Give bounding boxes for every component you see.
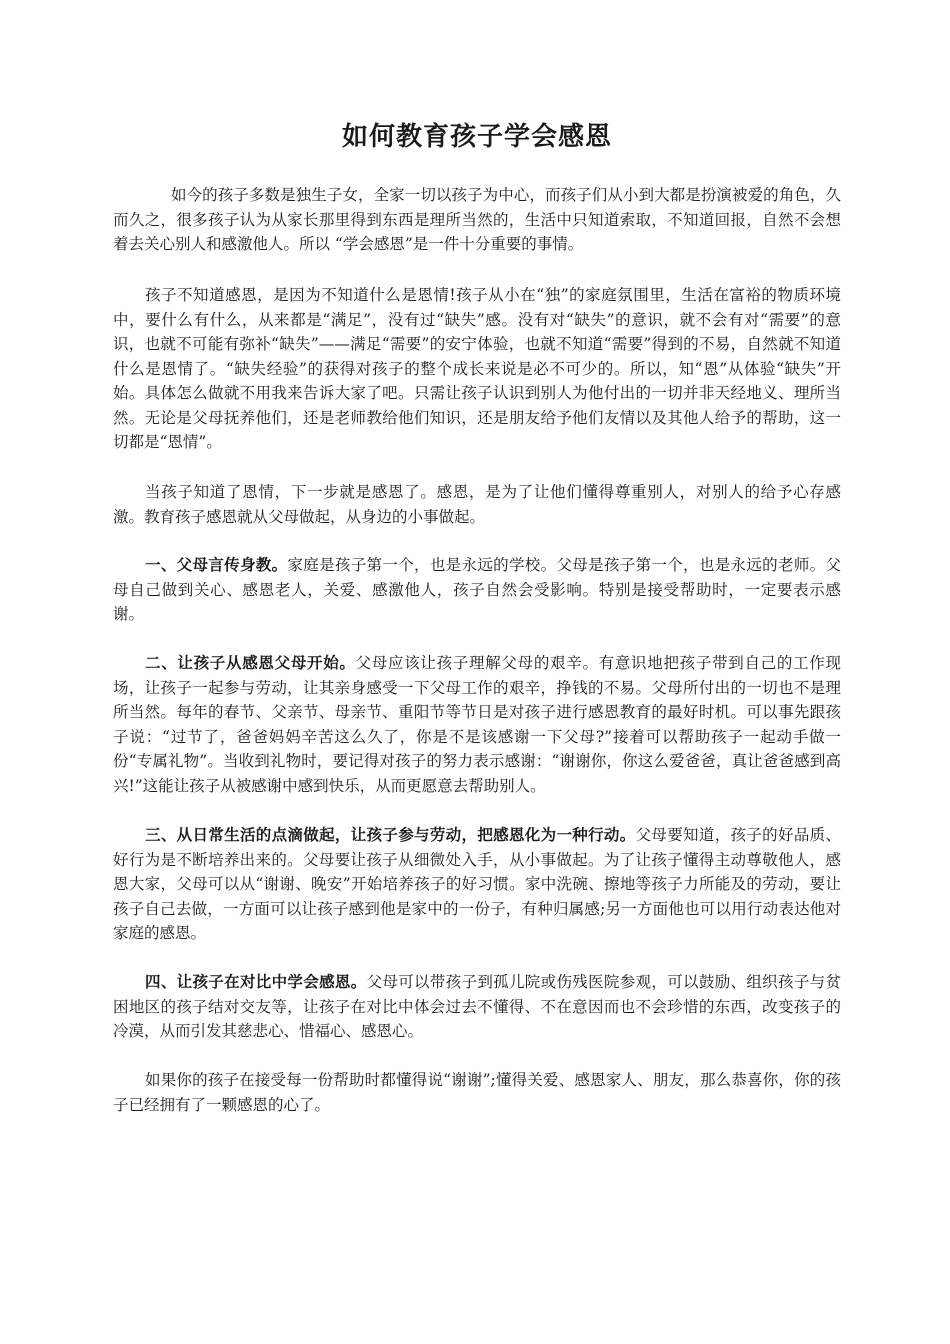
point-4-heading: 四、让孩子在对比中学会感恩。 [145, 972, 367, 991]
point-2-body: 父母应该让孩子理解父母的艰辛。有意识地把孩子带到自己的工作现场，让孩子一起参与劳动，让其亲身感受一下父母工作的艰辛，挣钱的不易。父母所付出的一切也不是理所当然。每年的春节、父亲节、母亲节、重阳节等节日是对孩子进行感恩教育的最好时机。可以事先跟孩子说：“过节了，爸爸妈妈辛苦这么久了，你是不是该感谢一下父母?”接着可以帮助孩子一起动手做一份“专属礼物”。当收到礼物时，要记得对孩子的努力表示感谢：“谢谢你，你这么爱爸爸，真让爸爸感到高兴!”这能让孩子从被感谢中感到快乐，从而更愿意去帮助别人。 [113, 654, 841, 795]
paragraph-why: 孩子不知道感恩，是因为不知道什么是恩情!孩子从小在“独”的家庭氛围里，生活在富裕的物质环境中，要什么有什么，从来都是“满足”，没有过“缺失”感。没有对“缺失”的意识，就不会有对“需要”的意识，也就不可能有弥补“缺失”——满足“需要”的安宁体验，也就不知道“需要”得到的不易，自然就不知道什么是恩情了。“缺失经验”的获得对孩子的整个成长来说是必不可少的。所以，知“恩”从体验“缺失”开始。具体怎么做就不用我来告诉大家了吧。只需让孩子认识到别人为他付出的一切并非天经地义、理所当然。无论是父母抚养他们，还是老师教给他们知识，还是朋友给予他们友情以及其他人给予的帮助，这一切都是“恩情”。 [113, 286, 841, 451]
point-4-body: 父母可以带孩子到孤儿院或伤残医院参观，可以鼓励、组织孩子与贫困地区的孩子结对交友等，让孩子在对比中体会过去不懂得、不在意因而也不会珍惜的东西，改变孩子的冷漠，从而引发其慈悲心、惜福心、感恩心。 [113, 973, 841, 1040]
paragraph-conclusion: 如果你的孩子在接受每一份帮助时都懂得说“谢谢”;懂得关爱、感恩家人、朋友，那么恭喜你，你的孩子已经拥有了一颗感恩的心了。 [113, 1071, 841, 1114]
paragraph-intro: 如今的孩子多数是独生子女，全家一切以孩子为中心，而孩子们从小到大都是扮演被爱的角色，久而久之，很多孩子认为从家长那里得到东西是理所当然的，生活中只知道索取，不知道回报，自然不会想着去关心别人和感激他人。所以 “学会感恩”是一件十分重要的事情。 [113, 186, 841, 253]
document-title: 如何教育孩子学会感恩 [341, 122, 612, 152]
point-3-heading: 三、从日常生活的点滴做起，让孩子参与劳动，把感恩化为一种行动。 [145, 825, 636, 844]
point-1-heading: 一、父母言传身教。 [145, 555, 288, 574]
paragraph-next-step: 当孩子知道了恩情，下一步就是感恩了。感恩，是为了让他们懂得尊重别人，对别人的给予心存感激。教育孩子感恩就从父母做起，从身边的小事做起。 [113, 483, 841, 526]
point-1-body: 家庭是孩子第一个，也是永远的学校。父母是孩子第一个，也是永远的老师。父母自己做到关心、感恩老人，关爱、感激他人，孩子自然会受影响。特别是接受帮助时，一定要表示感谢。 [113, 556, 841, 623]
point-3-body: 父母要知道，孩子的好品质、好行为是不断培养出来的。父母要让孩子从细微处入手，从小事做起。为了让孩子懂得主动尊敬他人，感恩大家，父母可以从“谢谢、晚安”开始培养孩子的好习惯。家中洗碗、擦地等孩子力所能及的劳动，要让孩子自己去做，一方面可以让孩子感到他是家中的一份子，有种归属感;另一方面他也可以用行动表达他对家庭的感恩。 [113, 826, 841, 942]
paragraph-point-2 [113, 651, 841, 798]
paragraph-point-1 [113, 553, 841, 627]
paragraph-point-4 [113, 970, 841, 1044]
paragraph-point-3 [113, 823, 841, 946]
point-2-heading: 二、让孩子从感恩父母开始。 [145, 653, 356, 672]
